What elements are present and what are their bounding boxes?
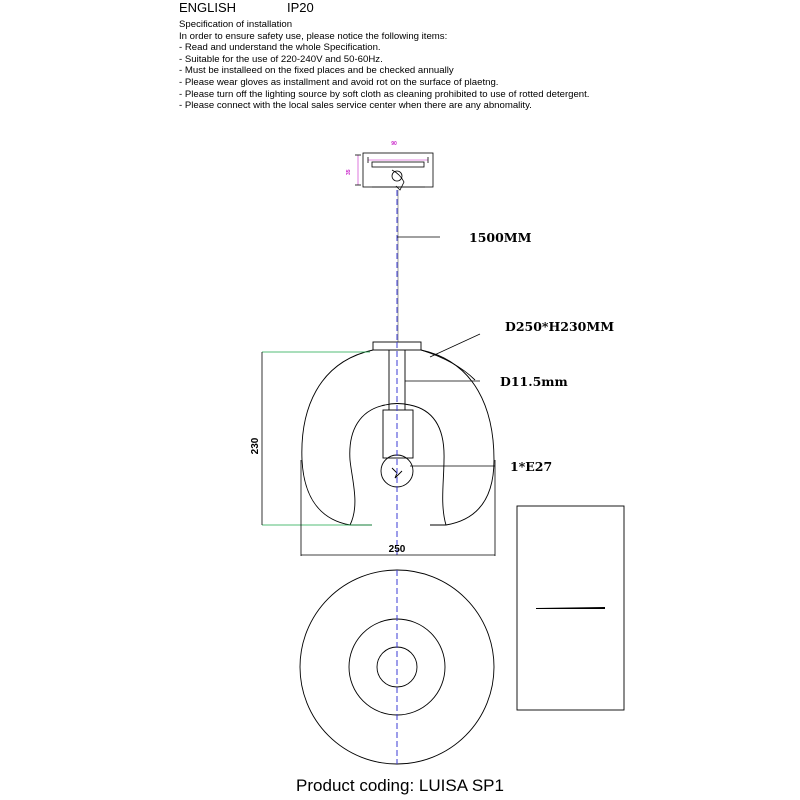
shade-size-label: D250*H230MM: [505, 319, 615, 334]
cord-diameter-label: D11.5mm: [500, 374, 568, 389]
spec-line: - Please connect with the local sales service center when there are any abnomality.: [179, 100, 532, 112]
spec-line: - Suitable for the use of 220-240V and 50-60Hz.: [179, 53, 383, 65]
canopy-width-dim: 90: [391, 141, 397, 147]
spec-line: In order to ensure safety use, please notice the following items:: [179, 30, 448, 42]
spec-line: - Please turn off the lighting source by soft cloth as cleaning prohibited to use of rotted detergent.: [179, 88, 590, 100]
side-panel-view: [517, 506, 624, 710]
height-dimension: [262, 352, 372, 525]
cable-length-label: 1500MM: [469, 230, 532, 245]
ip-rating-label: IP20: [287, 0, 314, 15]
spec-line: - Please wear gloves as installment and avoid rot on the surface of plaetng.: [179, 76, 499, 88]
width-dim-label: 250: [388, 544, 406, 555]
shade-size-leader: [430, 334, 480, 357]
canopy-height-dim: 35: [346, 169, 352, 175]
canopy: [355, 153, 433, 190]
bulb-label: 1*E27: [510, 459, 553, 474]
spec-line: - Must be installeed on the fixed places and be checked annually: [179, 65, 454, 77]
height-dim-label: 230: [250, 437, 261, 455]
shade-side-view: [302, 342, 494, 525]
language-label: ENGLISH: [179, 0, 237, 15]
spec-title: Specification of installation: [179, 19, 293, 30]
product-coding: Product coding: LUISA SP1: [296, 776, 504, 795]
spec-line: - Read and understand the whole Specification.: [179, 42, 381, 54]
